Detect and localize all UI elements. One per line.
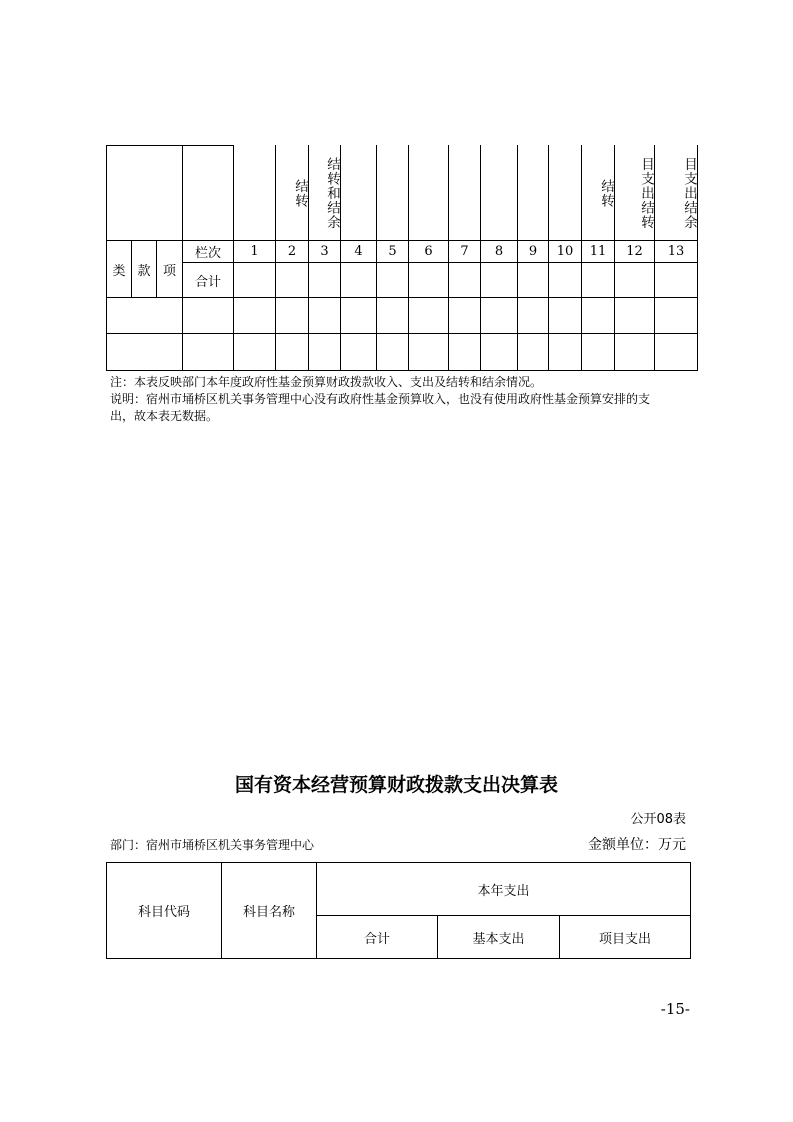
data-cell	[654, 333, 698, 371]
column-number: 11	[589, 244, 607, 259]
data-cell	[340, 262, 377, 298]
col-header-name	[221, 862, 317, 959]
empty-cell	[106, 297, 183, 334]
xiang-label: 项	[162, 263, 176, 279]
form-number: 公开08表	[630, 812, 686, 827]
column-header-label: 结转	[598, 179, 614, 208]
data-cell	[480, 297, 518, 334]
column-header-label: 结转和结余	[324, 157, 340, 230]
amount-unit: 金额单位：万元	[588, 837, 686, 853]
table-title: 国有资本经营预算财政拨款支出决算表	[234, 774, 558, 796]
data-cell	[408, 333, 449, 371]
header-cell-blank	[182, 145, 234, 241]
data-cell	[480, 333, 518, 371]
table-note: 注：本表反映部门本年度政府性基金预算财政拨款收入、支出及结转和结余情况。	[110, 375, 543, 389]
lei-cell	[106, 240, 132, 298]
column-number: 6	[424, 244, 433, 259]
column-number: 1	[250, 244, 259, 259]
column-header-label: 结转	[292, 179, 308, 208]
column-number: 3	[320, 244, 329, 259]
column-number: 4	[354, 244, 363, 259]
kuan-cell	[131, 240, 157, 298]
data-cell	[480, 262, 518, 298]
data-cell	[340, 333, 377, 371]
column-number-cell	[614, 240, 655, 263]
data-cell	[614, 297, 655, 334]
xiang-cell	[156, 240, 183, 298]
col-header-current	[316, 862, 691, 916]
data-cell	[233, 262, 276, 298]
column-number: 2	[287, 244, 297, 259]
department-label: 部门：宿州市埇桥区机关事务管理中心	[110, 838, 315, 852]
data-cell	[614, 262, 655, 298]
column-header	[308, 145, 341, 241]
lanci-label: 栏次	[194, 246, 221, 261]
data-cell	[548, 297, 582, 334]
data-cell	[614, 333, 655, 371]
code-label: 科目代码	[137, 905, 190, 920]
column-number-cell	[308, 240, 341, 263]
basic-label: 基本支出	[472, 931, 525, 947]
column-number-cell	[548, 240, 582, 263]
table-explanation: 说明：宿州市埇桥区机关事务管理中心没有政府性基金预算收入，也没有使用政府性基金预算安排的支	[110, 392, 651, 406]
total-label: 合计	[363, 931, 390, 947]
data-cell	[448, 333, 481, 371]
col-header-total	[316, 915, 438, 959]
column-number: 8	[494, 244, 504, 259]
data-cell	[517, 333, 549, 371]
data-cell	[233, 297, 276, 334]
column-number-cell	[233, 240, 276, 263]
data-cell	[376, 297, 409, 334]
column-number: 5	[388, 244, 397, 259]
data-cell	[654, 262, 698, 298]
column-number: 9	[528, 244, 538, 259]
kuan-label: 款	[137, 263, 151, 279]
column-number: 13	[667, 244, 685, 259]
empty-cell	[182, 333, 234, 371]
data-cell	[308, 297, 341, 334]
current-label: 本年支出	[477, 883, 530, 899]
data-cell	[548, 333, 582, 371]
data-cell	[581, 262, 615, 298]
data-cell	[275, 297, 309, 334]
data-cell	[517, 262, 549, 298]
header-cell-blank	[106, 145, 183, 241]
page-number: -15-	[660, 1000, 690, 1018]
data-cell	[581, 297, 615, 334]
column-number-cell	[517, 240, 549, 263]
col-header-code	[106, 862, 222, 959]
lei-label: 类	[112, 263, 126, 279]
column-number: 12	[626, 244, 643, 259]
column-header	[275, 145, 309, 241]
column-header	[340, 145, 377, 241]
col-header-project	[559, 915, 691, 959]
column-header-label: 目支出结余	[681, 157, 697, 230]
data-cell	[654, 297, 698, 334]
column-number-cell	[654, 240, 698, 263]
data-cell	[517, 297, 549, 334]
data-cell	[308, 333, 341, 371]
column-header	[376, 145, 409, 241]
data-cell	[448, 262, 481, 298]
data-cell	[448, 297, 481, 334]
column-number-cell	[408, 240, 449, 263]
column-number-cell	[275, 240, 309, 263]
data-cell	[340, 297, 377, 334]
data-cell	[548, 262, 582, 298]
column-number-cell	[340, 240, 377, 263]
column-header-label: 目支出结转	[638, 157, 654, 230]
column-header	[233, 145, 276, 241]
data-cell	[581, 333, 615, 371]
column-number-cell	[480, 240, 518, 263]
project-label: 项目支出	[598, 931, 651, 947]
name-label: 科目名称	[242, 905, 295, 920]
heji-cell	[182, 262, 234, 298]
data-cell	[376, 333, 409, 371]
col-header-basic	[437, 915, 560, 959]
heji-label: 合计	[194, 274, 221, 290]
empty-cell	[182, 297, 234, 334]
data-cell	[275, 262, 309, 298]
column-number-cell	[581, 240, 615, 263]
table-explanation-cont: 出，故本表无数据。	[110, 409, 219, 423]
data-cell	[408, 297, 449, 334]
column-header	[408, 145, 449, 241]
column-header	[654, 145, 698, 241]
data-cell	[275, 333, 309, 371]
data-cell	[308, 262, 341, 298]
column-number: 7	[460, 244, 469, 259]
column-number-cell	[376, 240, 409, 263]
lanci-cell	[182, 240, 234, 263]
column-header	[548, 145, 582, 241]
data-cell	[233, 333, 276, 371]
data-cell	[408, 262, 449, 298]
column-number-cell	[448, 240, 481, 263]
column-header	[448, 145, 481, 241]
data-cell	[376, 262, 409, 298]
column-header	[581, 145, 615, 241]
column-header	[614, 145, 655, 241]
column-header	[480, 145, 518, 241]
empty-cell	[106, 333, 183, 371]
column-number: 10	[556, 244, 574, 259]
column-header	[517, 145, 549, 241]
